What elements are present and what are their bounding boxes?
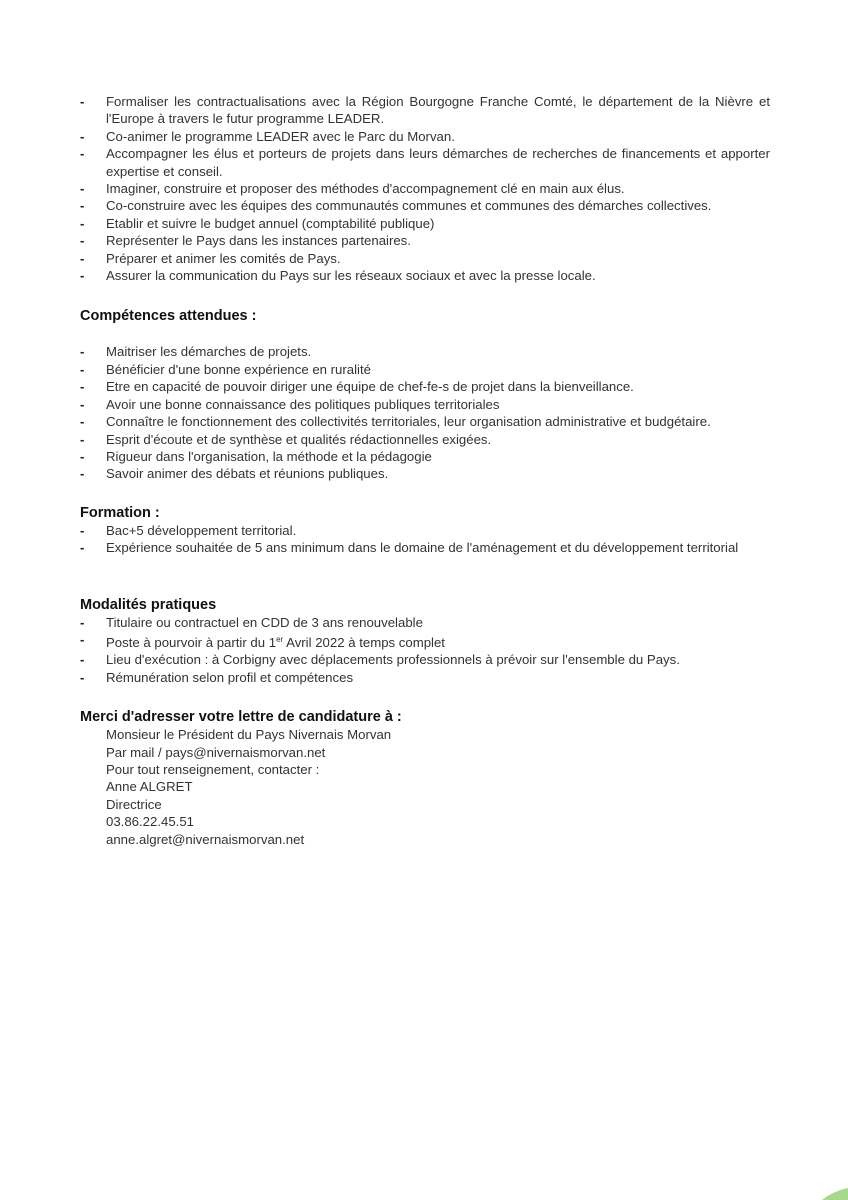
list-item: - Accompagner les élus et porteurs de projets dans leurs démarches de recherches de financements et apporter expertise et conseil. bbox=[80, 145, 770, 180]
competences-list bbox=[80, 343, 770, 482]
list-item: - Imaginer, construire et proposer des méthodes d'accompagnement clé en main aux élus. bbox=[80, 180, 770, 197]
list-item: - Bénéficier d'une bonne expérience en ruralité bbox=[80, 361, 770, 378]
list-item: - Connaître le fonctionnement des collectivités territoriales, leur organisation administrative et budgétaire. bbox=[80, 413, 770, 430]
formation-heading: Formation : bbox=[80, 504, 160, 521]
list-item: - Préparer et animer les comités de Pays. bbox=[80, 250, 770, 267]
formation-list bbox=[80, 522, 770, 557]
list-item: - Représenter le Pays dans les instances partenaires. bbox=[80, 232, 770, 249]
list-item: - Expérience souhaitée de 5 ans minimum dans le domaine de l'aménagement et du développement territorial bbox=[80, 539, 770, 556]
start-date-prefix: Poste à pourvoir à partir du 1 bbox=[106, 634, 277, 650]
list-item: - Avoir une bonne connaissance des politiques publiques territoriales bbox=[80, 396, 770, 413]
recipient-line: Monsieur le Président du Pays Nivernais Morvan bbox=[106, 727, 392, 743]
list-item: - Titulaire ou contractuel en CDD de 3 ans renouvelable bbox=[80, 614, 770, 631]
list-item: - Formaliser les contractualisations avec la Région Bourgogne Franche Comté, le département de la Nièvre et l'Europe à travers le futur programme LEADER. bbox=[80, 93, 770, 128]
list-item: - Etablir et suivre le budget annuel (comptabilité publique) bbox=[80, 215, 770, 232]
candidature-heading: Merci d'adresser votre lettre de candidature à : bbox=[80, 709, 402, 726]
list-item: - Etre en capacité de pouvoir diriger une équipe de chef-fe-s de projet dans la bienveillance. bbox=[80, 378, 770, 395]
list-item: - Savoir animer des débats et réunions publiques. bbox=[80, 465, 770, 482]
start-date-suffix: Avril 2022 à temps complet bbox=[283, 634, 445, 650]
contact-role: Directrice bbox=[106, 796, 162, 812]
list-item: - Esprit d'écoute et de synthèse et qualités rédactionnelles exigées. bbox=[80, 431, 770, 448]
contact-phone: 03.86.22.45.51 bbox=[106, 814, 194, 830]
modalites-list bbox=[80, 614, 770, 687]
info-line: Pour tout renseignement, contacter : bbox=[106, 761, 320, 777]
mail-line: Par mail / pays@nivernaismorvan.net bbox=[106, 744, 326, 760]
list-item: - Assurer la communication du Pays sur les réseaux sociaux et avec la presse locale. bbox=[80, 267, 770, 284]
list-item: - Co-construire avec les équipes des communautés communes et communes des démarches collectives. bbox=[80, 197, 770, 214]
list-item bbox=[80, 631, 770, 651]
list-item: - Rémunération selon profil et compétences bbox=[80, 669, 770, 686]
list-item: - Co-animer le programme LEADER avec le Parc du Morvan. bbox=[80, 128, 770, 145]
missions-list bbox=[80, 93, 770, 284]
competences-heading: Compétences attendues : bbox=[80, 308, 257, 325]
page-content bbox=[80, 93, 770, 848]
contact-name: Anne ALGRET bbox=[106, 779, 193, 795]
ordinal-suffix: er bbox=[276, 634, 284, 644]
list-item: - Bac+5 développement territorial. bbox=[80, 522, 770, 539]
contact-email: anne.algret@nivernaismorvan.net bbox=[106, 831, 305, 847]
contact-block bbox=[80, 726, 770, 848]
list-item: - Lieu d'exécution : à Corbigny avec déplacements professionnels à prévoir sur l'ensemble du Pays. bbox=[80, 651, 770, 668]
list-item: - Maitriser les démarches de projets. bbox=[80, 343, 770, 360]
list-item: - Rigueur dans l'organisation, la méthode et la pédagogie bbox=[80, 448, 770, 465]
modalites-heading: Modalités pratiques bbox=[80, 596, 217, 613]
corner-decoration-icon bbox=[818, 1188, 848, 1200]
